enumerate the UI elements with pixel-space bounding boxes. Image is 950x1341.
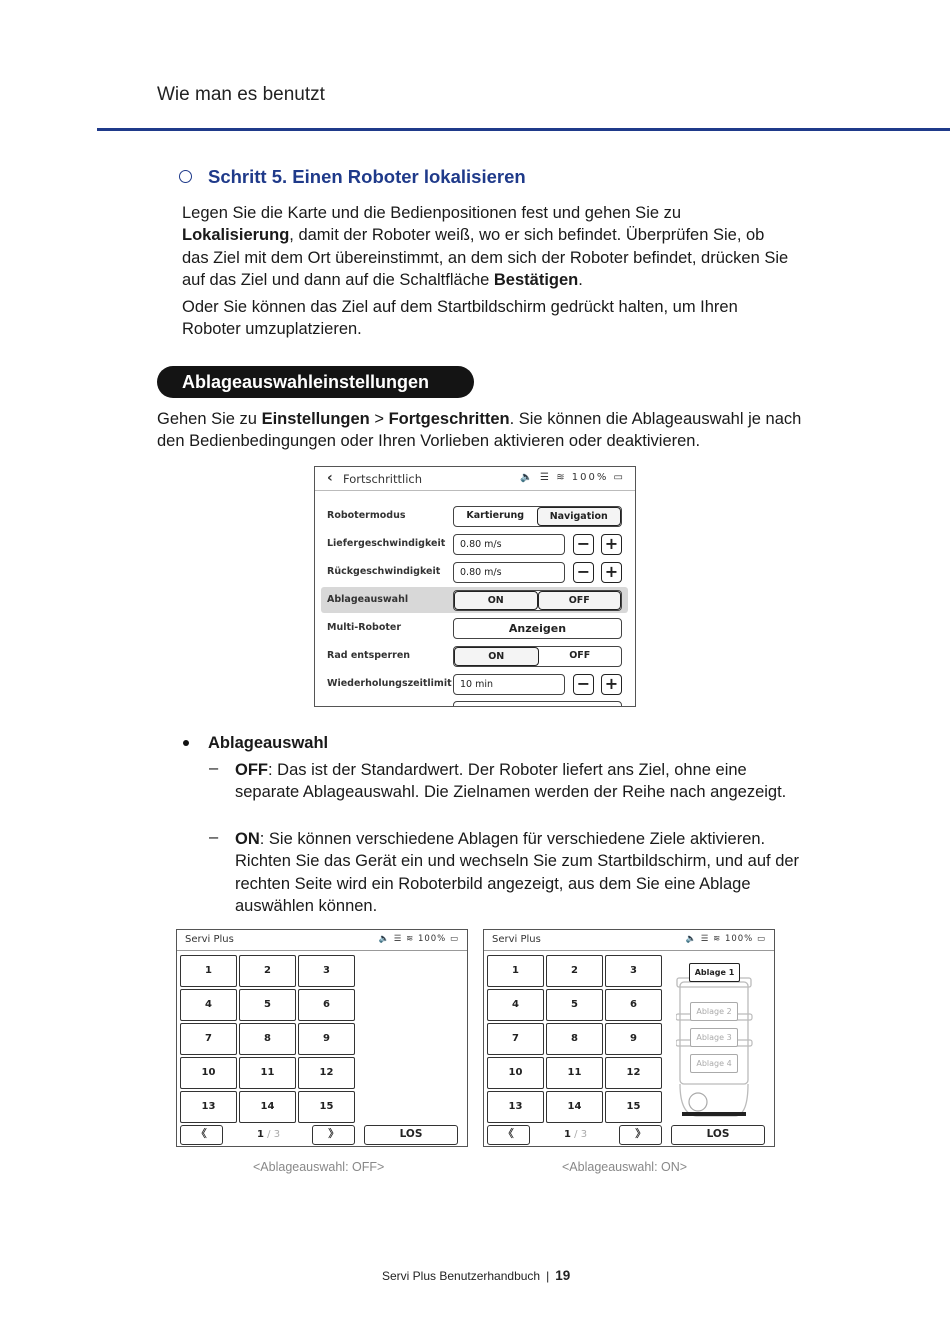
keypad-key[interactable]: 11 — [546, 1057, 603, 1089]
row-rad-entsperren — [321, 643, 628, 669]
off-description: OFF: Das ist der Standardwert. Der Roboter liefert ans Ziel, ohne eine separate Ablageauswahl. Die Zielnamen werden der Reihe nach angezeigt. — [235, 761, 787, 802]
plus-button[interactable]: + — [601, 534, 622, 555]
keypad-key[interactable]: 4 — [487, 989, 544, 1021]
minus-button[interactable]: − — [573, 674, 594, 695]
status-icons — [686, 934, 767, 944]
wiederholung-field[interactable]: 10 min — [453, 674, 565, 695]
keypad-title: Servi Plus — [185, 934, 234, 945]
keypad-key[interactable]: 5 — [239, 989, 296, 1021]
keypad-key[interactable]: 10 — [180, 1057, 237, 1089]
wifi-icon: ≋ — [556, 472, 567, 483]
battery-icon: ▭ — [449, 934, 459, 944]
step-paragraph-1: Legen Sie die Karte und die Bedienpositionen fest und gehen Sie zu Lokalisierung, damit der Roboter weiß, wo er sich befindet. Überprüfen Sie, ob das Ziel mit dem Ort übereinstimmt, an dem sich der Roboter befindet, drücken Sie auf das Ziel und dann auf die Schaltfläche Bestätigen. — [182, 204, 789, 289]
minus-button[interactable]: − — [573, 534, 594, 555]
battery-icon: ▭ — [613, 472, 625, 483]
rad-entsperren-toggle[interactable] — [453, 646, 622, 667]
tray-option[interactable]: Ablage 1 — [689, 963, 740, 982]
footer-separator: | — [546, 1269, 550, 1283]
keypad-screenshot-on — [483, 929, 775, 1147]
keypad-key[interactable]: 5 — [546, 989, 603, 1021]
keypad-key[interactable]: 8 — [239, 1023, 296, 1055]
dash-on: – — [209, 828, 219, 846]
settings-status-bar — [315, 467, 635, 491]
next-page-button[interactable]: 》 — [619, 1125, 662, 1145]
keypad-key[interactable]: 11 — [239, 1057, 296, 1089]
step-paragraph-2: Oder Sie können das Ziel auf dem Startbildschirm gedrückt halten, um Ihren Roboter umzuplatzieren. — [182, 298, 738, 339]
row-liefergeschwindigkeit — [321, 531, 628, 557]
battery-level: 100% — [571, 472, 609, 483]
ablageauswahl-toggle[interactable] — [453, 590, 622, 611]
robotermodus-toggle[interactable] — [453, 506, 622, 527]
keypad-key[interactable]: 7 — [487, 1023, 544, 1055]
robot-tray-image — [676, 954, 775, 1122]
row-label: Wiederholungszeitlimit — [327, 678, 452, 689]
back-chevron-icon[interactable]: ‹ — [327, 470, 333, 486]
page-number: 19 — [555, 1268, 571, 1283]
keypad-status-bar — [484, 930, 774, 951]
prev-page-button[interactable]: 《 — [180, 1125, 223, 1145]
dash-off: – — [209, 759, 219, 777]
row-label: Rückgeschwindigkeit — [327, 566, 441, 577]
page-header-title: Wie man es benutzt — [157, 84, 325, 105]
keypad-title: Servi Plus — [492, 934, 541, 945]
battery-level: 100% — [724, 934, 754, 944]
keypad-key[interactable]: 7 — [180, 1023, 237, 1055]
plus-button[interactable]: + — [601, 674, 622, 695]
rueck-speed-field[interactable]: 0.80 m/s — [453, 562, 565, 583]
status-icons — [379, 934, 460, 944]
settings-title: Fortschrittlich — [343, 472, 423, 486]
row-label: Robotermodus — [327, 510, 406, 521]
row-rueckgeschwindigkeit — [321, 559, 628, 585]
los-button[interactable]: LOS — [671, 1125, 765, 1145]
page-footer — [382, 1268, 570, 1283]
keypad-key[interactable]: 2 — [546, 955, 603, 987]
minus-button[interactable]: − — [573, 562, 594, 583]
keypad-key[interactable]: 15 — [298, 1091, 355, 1123]
row-wiederholungszeitlimit — [321, 671, 628, 697]
section-intro: Gehen Sie zu Einstellungen > Fortgeschritten. Sie können die Ablageauswahl je nach den Bedienbedingungen oder Ihren Vorlieben aktivieren oder deaktivieren. — [157, 410, 802, 451]
list-icon: ☰ — [700, 934, 710, 944]
partial-row-field — [453, 701, 622, 707]
list-icon: ☰ — [540, 472, 551, 483]
speaker-icon: 🔈 — [520, 472, 535, 483]
tray-option[interactable]: Ablage 2 — [690, 1002, 738, 1021]
speaker-icon: 🔈 — [685, 934, 698, 944]
list-icon: ☰ — [393, 934, 403, 944]
step-title: Schritt 5. Einen Roboter lokalisieren — [208, 166, 526, 187]
next-page-button[interactable]: 》 — [312, 1125, 355, 1145]
tray-option[interactable]: Ablage 3 — [690, 1028, 738, 1047]
caption-on: <Ablageauswahl: ON> — [562, 1160, 688, 1174]
keypad-key[interactable]: 13 — [180, 1091, 237, 1123]
option-off[interactable]: OFF — [538, 591, 622, 610]
row-ablageauswahl — [321, 587, 628, 613]
keypad-key[interactable]: 1 — [487, 955, 544, 987]
speaker-icon: 🔈 — [378, 934, 391, 944]
keypad-key[interactable]: 15 — [605, 1091, 662, 1123]
wifi-icon: ≋ — [406, 934, 415, 944]
bullet-title: Ablageauswahl — [208, 734, 329, 752]
keypad-key[interactable]: 9 — [298, 1023, 355, 1055]
keypad-key[interactable]: 3 — [298, 955, 355, 987]
option-navigation[interactable]: Navigation — [537, 507, 622, 526]
keypad-status-bar — [177, 930, 467, 951]
bullet-dot-icon — [183, 740, 189, 746]
keypad-key[interactable]: 8 — [546, 1023, 603, 1055]
tray-option[interactable]: Ablage 4 — [690, 1054, 738, 1073]
footer-manual-name: Servi Plus Benutzerhandbuch — [382, 1269, 541, 1283]
keypad-screenshot-off — [176, 929, 468, 1147]
option-on[interactable]: ON — [454, 647, 539, 666]
settings-screenshot — [314, 466, 636, 707]
keypad-key[interactable]: 13 — [487, 1091, 544, 1123]
header-rule — [97, 128, 950, 131]
keypad-key[interactable]: 2 — [239, 955, 296, 987]
on-description: ON: Sie können verschiedene Ablagen für verschiedene Ziele aktivieren. Richten Sie das Gerät ein und wechseln Sie zum Startbildschirm, und auf der rechten Seite wird ein Roboterbild angezeigt, aus dem Sie eine Ablage auswählen können. — [235, 830, 800, 915]
keypad-key[interactable]: 1 — [180, 955, 237, 987]
caption-off: <Ablageauswahl: OFF> — [253, 1160, 385, 1174]
prev-page-button[interactable]: 《 — [487, 1125, 530, 1145]
wifi-icon: ≋ — [713, 934, 722, 944]
plus-button[interactable]: + — [601, 562, 622, 583]
keypad-key[interactable]: 9 — [605, 1023, 662, 1055]
row-label: Liefergeschwindigkeit — [327, 538, 446, 549]
keypad-key[interactable]: 14 — [239, 1091, 296, 1123]
option-on[interactable]: ON — [454, 591, 538, 610]
row-label: Multi-Roboter — [327, 622, 402, 633]
keypad-key[interactable]: 12 — [605, 1057, 662, 1089]
anzeigen-button[interactable]: Anzeigen — [453, 618, 622, 639]
los-button[interactable]: LOS — [364, 1125, 458, 1145]
row-multi-roboter — [321, 615, 628, 641]
keypad-key[interactable]: 6 — [298, 989, 355, 1021]
keypad-key[interactable]: 4 — [180, 989, 237, 1021]
battery-icon: ▭ — [756, 934, 766, 944]
row-label: Rad entsperren — [327, 650, 411, 661]
keypad-key[interactable]: 12 — [298, 1057, 355, 1089]
step-circle-icon — [179, 170, 192, 183]
keypad-key[interactable]: 10 — [487, 1057, 544, 1089]
page-indicator: 1 / 3 — [257, 1129, 281, 1140]
liefer-speed-field[interactable]: 0.80 m/s — [453, 534, 565, 555]
page-indicator: 1 / 3 — [564, 1129, 588, 1140]
keypad-key[interactable]: 14 — [546, 1091, 603, 1123]
option-off[interactable]: OFF — [569, 650, 591, 661]
row-robotermodus — [321, 503, 628, 529]
keypad-key[interactable]: 6 — [605, 989, 662, 1021]
battery-level: 100% — [417, 934, 447, 944]
status-icons — [520, 472, 625, 483]
keypad-key[interactable]: 3 — [605, 955, 662, 987]
option-kartierung[interactable]: Kartierung — [466, 510, 525, 521]
section-heading-pill: Ablageauswahleinstellungen — [157, 366, 474, 398]
row-label: Ablageauswahl — [327, 594, 409, 605]
